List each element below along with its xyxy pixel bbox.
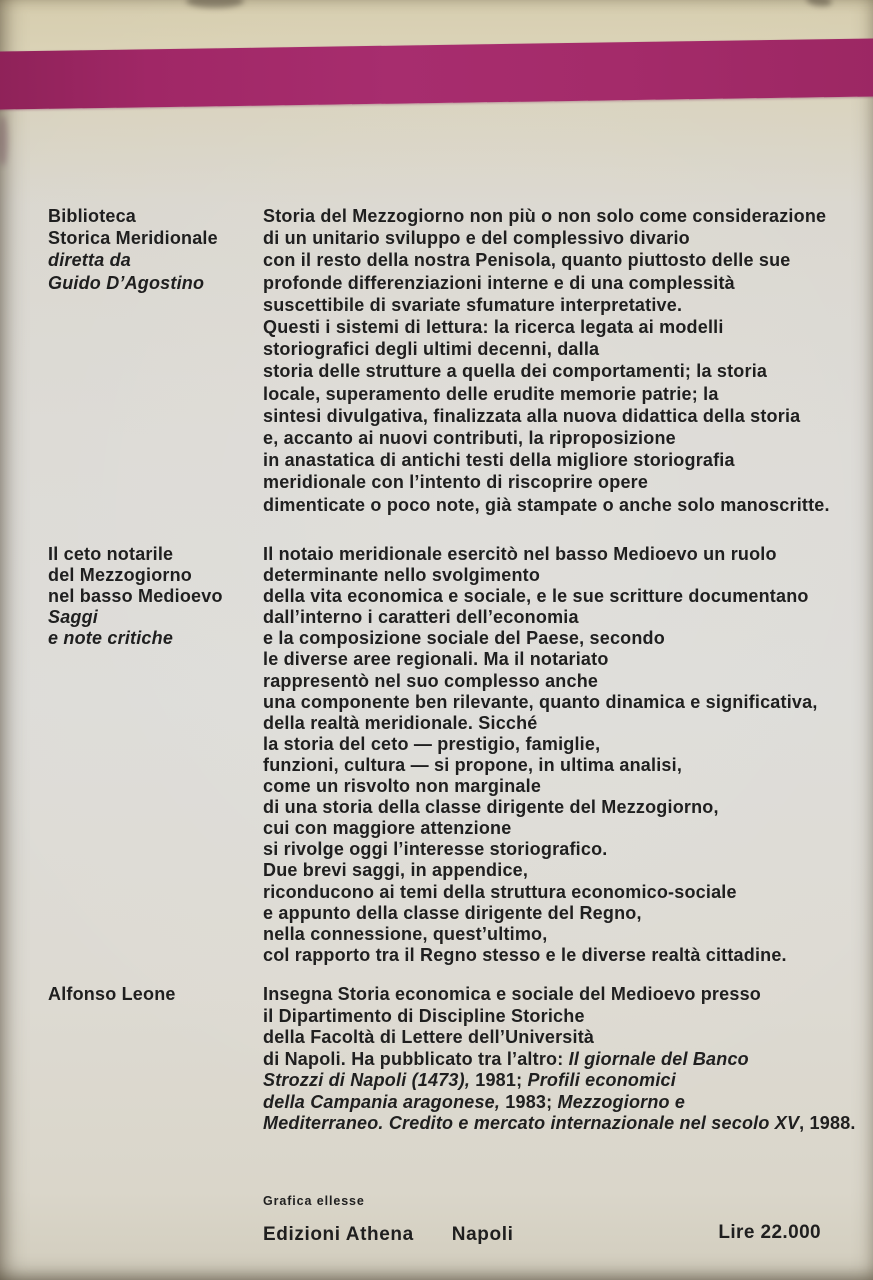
- paper-smudge: [186, 0, 244, 8]
- series-description: [263, 205, 873, 516]
- text-line: Strozzi di Napoli (1473), 1981; Profili economici: [263, 1070, 676, 1090]
- text-line: Il notaio meridionale esercitò nel basso Medioevo un ruolo: [263, 544, 777, 564]
- text-line: nel basso Medioevo: [48, 586, 223, 607]
- text-line: le diverse aree regionali. Ma il notariato: [263, 649, 609, 670]
- section-book: [0, 544, 873, 966]
- paper-smudge: [805, 0, 832, 8]
- text-line: della vita economica e sociale, e le sue scritture documentano: [263, 586, 809, 607]
- series-label: [48, 205, 263, 516]
- text-line: col rapporto tra il Regno stesso e le diverse realtà cittadine.: [263, 944, 787, 965]
- book-title-label: [48, 544, 263, 966]
- text-line: con il resto della nostra Penisola, quanto piuttosto delle sue: [263, 250, 791, 271]
- text-line: dimenticate o poco note, già stampate o anche solo manoscritte.: [263, 494, 830, 515]
- text-line: riconducono ai temi della struttura economico-sociale: [263, 881, 737, 902]
- text-line: dall’interno i caratteri dell’economia: [263, 607, 579, 628]
- text-line: della realtà meridionale. Sicché: [263, 712, 538, 733]
- text-line: Saggi: [48, 607, 99, 628]
- text-line: funzioni, cultura — si propone, in ultima analisi,: [263, 754, 683, 775]
- text-line: e, accanto ai nuovi contributi, la riproposizione: [263, 428, 676, 449]
- text-line: determinante nello svolgimento: [263, 565, 541, 586]
- accent-band: [0, 38, 873, 109]
- text-line: della Campania aragonese, 1983; Mezzogiorno e: [263, 1091, 686, 1112]
- text-line: Storica Meridionale: [48, 228, 218, 249]
- text-line: rappresentò nel suo complesso anche: [263, 670, 599, 691]
- author-name-label: [48, 984, 263, 1135]
- text-line: e appunto della classe dirigente del Regno,: [263, 902, 642, 923]
- text-line: si rivolge oggi l’interesse storiografico.: [263, 839, 608, 860]
- section-series: [0, 205, 873, 516]
- text-line: Il ceto notarile: [48, 544, 174, 564]
- text-line: Biblioteca: [48, 206, 137, 226]
- text-line: storiografici degli ultimi decenni, dalla: [263, 339, 600, 360]
- text-line: in anastatica di antichi testi della migliore storiografia: [263, 450, 735, 471]
- text-line: il Dipartimento di Discipline Storiche: [263, 1005, 585, 1026]
- text-line: e la composizione sociale del Paese, secondo: [263, 628, 665, 649]
- book-description: [263, 544, 873, 966]
- text-line: Alfonso Leone: [48, 984, 176, 1004]
- text-line: della Facoltà di Lettere dell’Università: [263, 1027, 595, 1047]
- text-line: Mediterraneo. Credito e mercato internazionale nel secolo XV, 1988.: [263, 1113, 856, 1133]
- text-line: cui con maggiore attenzione: [263, 818, 512, 839]
- text-line: e note critiche: [48, 628, 174, 649]
- text-line: Questi i sistemi di lettura: la ricerca legata ai modelli: [263, 317, 724, 338]
- text-line: Storia del Mezzogiorno non più o non solo come considerazione: [263, 206, 827, 226]
- text-line: di un unitario sviluppo e del complessivo divario: [263, 228, 690, 249]
- price-label: Lire 22.000: [718, 1222, 821, 1243]
- text-line: meridionale con l’intento di riscoprire opere: [263, 472, 649, 493]
- text-line: profonde differenziazioni interne e di una complessità: [263, 272, 735, 293]
- text-line: suscettibile di svariate sfumature interpretative.: [263, 294, 683, 315]
- text-line: del Mezzogiorno: [48, 565, 192, 586]
- author-bio: [263, 984, 873, 1135]
- text-line: sintesi divulgativa, finalizzata alla nuova didattica della storia: [263, 405, 801, 426]
- text-line: Due brevi saggi, in appendice,: [263, 860, 529, 881]
- text-line: diretta da: [48, 250, 132, 271]
- text-line: di una storia della classe dirigente del Mezzogiorno,: [263, 797, 719, 818]
- text-line: la storia del ceto — prestigio, famiglie,: [263, 733, 601, 754]
- text-line: Insegna Storia economica e sociale del Medioevo presso: [263, 984, 761, 1004]
- text-line: Guido D’Agostino: [48, 272, 205, 293]
- section-author: [0, 984, 873, 1135]
- text-line: storia delle strutture a quella dei comportamenti; la storia: [263, 361, 768, 382]
- publisher-city: Napoli: [451, 1224, 514, 1245]
- text-line: nella connessione, quest’ultimo,: [263, 923, 548, 944]
- design-credit: Grafica ellesse: [263, 1194, 365, 1208]
- paper-smudge: [0, 116, 8, 166]
- text-line: una componente ben rilevante, quanto dinamica e significativa,: [263, 691, 818, 712]
- publisher-name: Edizioni Athena: [263, 1224, 414, 1245]
- imprint-line: [263, 1224, 513, 1246]
- text-line: come un risvolto non marginale: [263, 776, 542, 797]
- text-line: locale, superamento delle erudite memorie patrie; la: [263, 383, 719, 404]
- text-line: di Napoli. Ha pubblicato tra l’altro: Il giornale del Banco: [263, 1048, 749, 1069]
